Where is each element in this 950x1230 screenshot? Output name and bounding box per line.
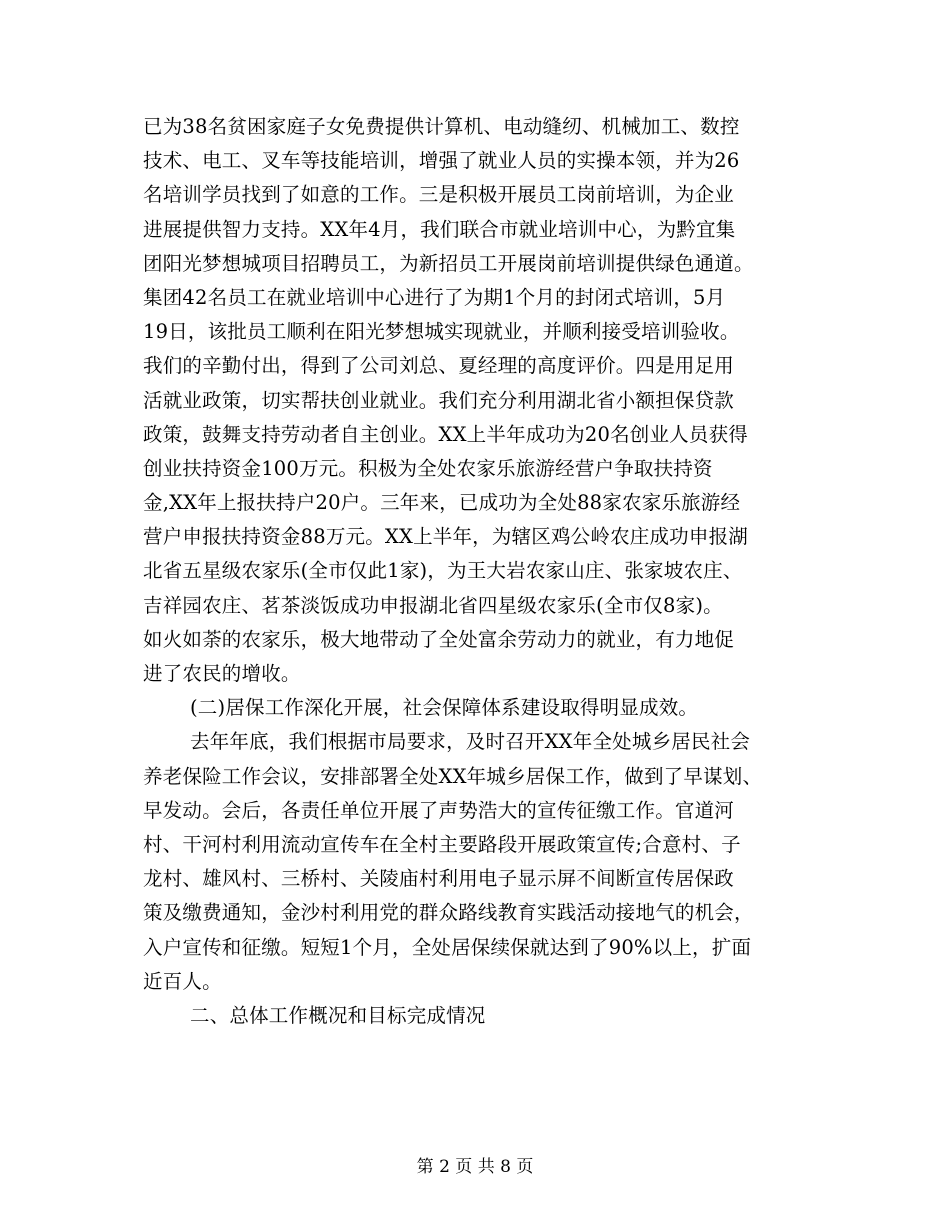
text-line: 吉祥园农庄、茗茶淡饭成功申报湖北省四星级农家乐(全市仅8家)。	[143, 593, 723, 617]
text-line: 名培训学员找到了如意的工作。三是积极开展员工岗前培训，为企业	[143, 183, 735, 207]
text-line: 去年年底，我们根据市局要求，及时召开XX年全处城乡居民社会	[190, 730, 751, 754]
text-line: 入户宣传和征缴。短短1个月，全处居保续保就达到了90%以上，扩面	[143, 935, 752, 959]
text-line: 进了农民的增收。	[143, 662, 301, 685]
text-line: 近百人。	[143, 969, 222, 993]
text-line: 技术、电工、叉车等技能培训，增强了就业人员的实操本领，并为26	[143, 149, 740, 173]
text-line: 进展提供智力支持。XX年4月，我们联合市就业培训中心，为黔宜集	[143, 217, 736, 241]
text-line: 养老保险工作会议，安排部署全处XX年城乡居保工作，做到了早谋划、	[143, 764, 763, 788]
text-line: 19日，该批员工顺利在阳光梦想城实现就业，并顺利接受培训验收。	[143, 320, 740, 344]
section-heading: (二)居保工作深化开展，社会保障体系建设取得明显成效。	[190, 696, 699, 720]
text-line: 金,XX年上报扶持户20户。三年来，已成功为全处88家农家乐旅游经	[143, 491, 741, 515]
page-number: 第 2 页 共 8 页	[416, 1157, 534, 1177]
section-heading: 二、总体工作概况和目标完成情况	[190, 1003, 486, 1027]
text-line: 创业扶持资金100万元。积极为全处农家乐旅游经营户争取扶持资	[143, 456, 713, 480]
body-text	[143, 110, 823, 1033]
text-line: 村、干河村利用流动宣传车在全村主要路段开展政策宣传;合意村、子	[143, 832, 741, 856]
text-line: 如火如荼的农家乐，极大地带动了全处富余劳动力的就业，有力地促	[143, 627, 735, 651]
text-line: 政策，鼓舞支持劳动者自主创业。XX上半年成功为20名创业人员获得	[143, 422, 748, 446]
text-line: 集团42名员工在就业培训中心进行了为期1个月的封闭式培训，5月	[143, 285, 726, 309]
text-line: 策及缴费通知，金沙村利用党的群众路线教育实践活动接地气的机会，	[143, 901, 754, 925]
text-line: 龙村、雄风村、三桥村、关陵庙村利用电子显示屏不间断宣传居保政	[143, 867, 735, 891]
text-line: 已为38名贫困家庭子女免费提供计算机、电动缝纫、机械加工、数控	[143, 115, 740, 138]
text-line: 我们的辛勤付出，得到了公司刘总、夏经理的高度评价。四是用足用	[143, 354, 735, 378]
text-line: 活就业政策，切实帮扶创业就业。我们充分利用湖北省小额担保贷款	[143, 388, 735, 412]
text-line: 营户申报扶持资金88万元。XX上半年，为辖区鸡公岭农庄成功申报湖	[143, 525, 748, 549]
text-line: 北省五星级农家乐(全市仅此1家)，为王大岩农家山庄、张家坡农庄、	[143, 559, 743, 583]
text-line: 团阳光梦想城项目招聘员工，为新招员工开展岗前培训提供绿色通道。	[143, 251, 754, 275]
text-line: 早发动。会后，各责任单位开展了声势浩大的宣传征缴工作。官道河	[143, 798, 735, 822]
